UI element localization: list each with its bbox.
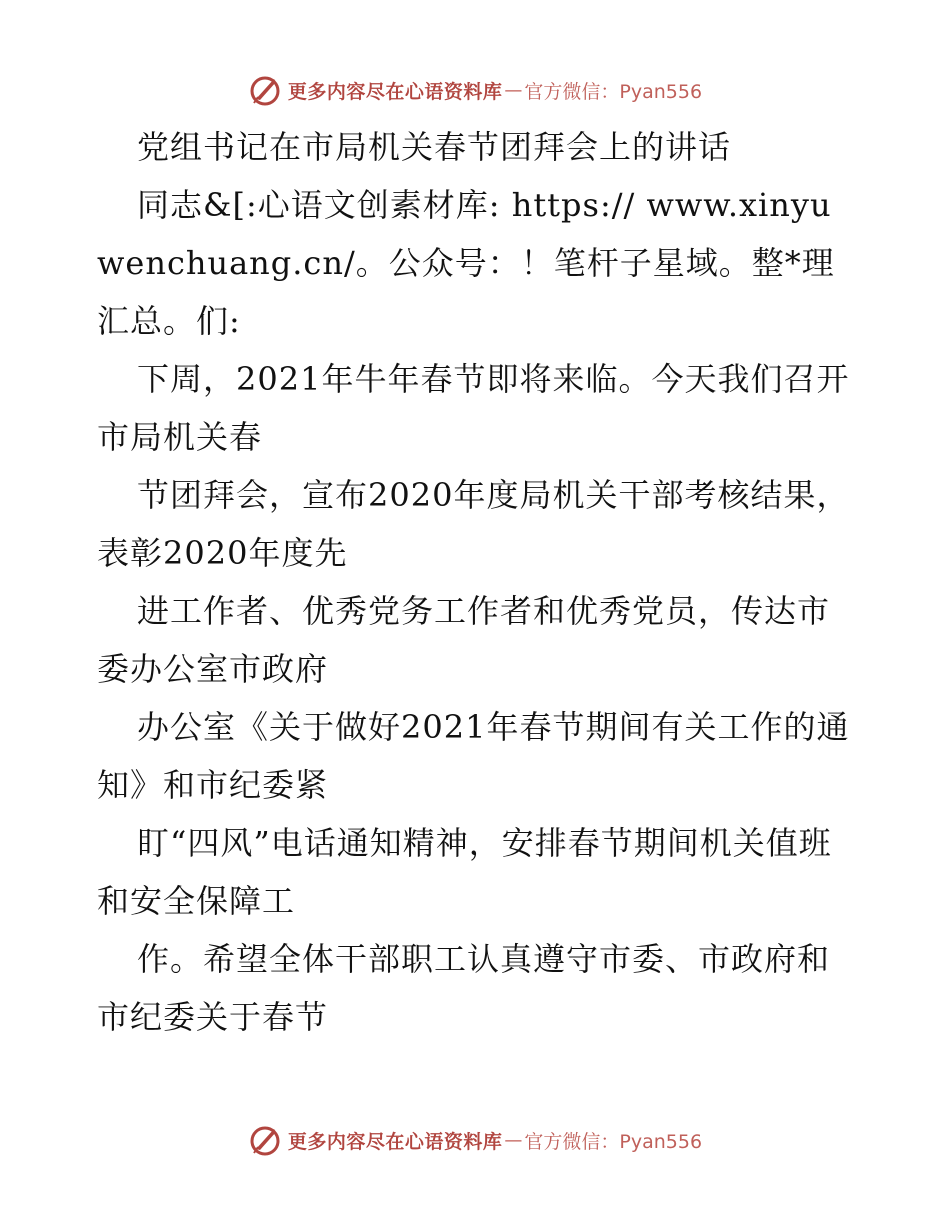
quill-pen-logo-icon <box>248 1123 282 1157</box>
banner-main-text: 更多内容尽在心语资料库 <box>287 1130 503 1153</box>
paragraph: 办公室《关于做好2021年春节期间有关工作的通知》和市纪委紧 <box>97 708 850 804</box>
paragraph: 下周，2021年牛年春节即将来临。今天我们召开市局机关春 <box>97 360 850 456</box>
paragraph: 盯“四风”电话通知精神，安排春节期间机关值班和安全保障工 <box>97 824 832 920</box>
document-body <box>97 118 857 1046</box>
paragraph: 同志&[:心语文创素材库: https:// www.xinyuwenchuang.cn/。公众号：！笔杆子星域。整*理汇总。们: <box>97 186 835 340</box>
footer-banner <box>0 1120 950 1160</box>
paragraph: 节团拜会，宣布2020年度局机关干部考核结果，表彰2020年度先 <box>97 476 850 572</box>
banner-wechat-text: 官方微信：Pyan556 <box>524 80 703 103</box>
banner-wechat-text: 官方微信：Pyan556 <box>524 1130 703 1153</box>
paragraph: 作。希望全体干部职工认真遵守市委、市政府和市纪委关于春节 <box>97 940 831 1036</box>
paragraph: 进工作者、优秀党务工作者和优秀党员，传达市委办公室市政府 <box>97 592 831 688</box>
quill-pen-logo-icon <box>248 73 282 107</box>
document-title: 党组书记在市局机关春节团拜会上的讲话 <box>137 128 732 166</box>
header-banner <box>0 70 950 110</box>
banner-main-text: 更多内容尽在心语资料库 <box>287 80 503 103</box>
banner-dash: — <box>504 1129 523 1151</box>
banner-dash: — <box>504 79 523 101</box>
